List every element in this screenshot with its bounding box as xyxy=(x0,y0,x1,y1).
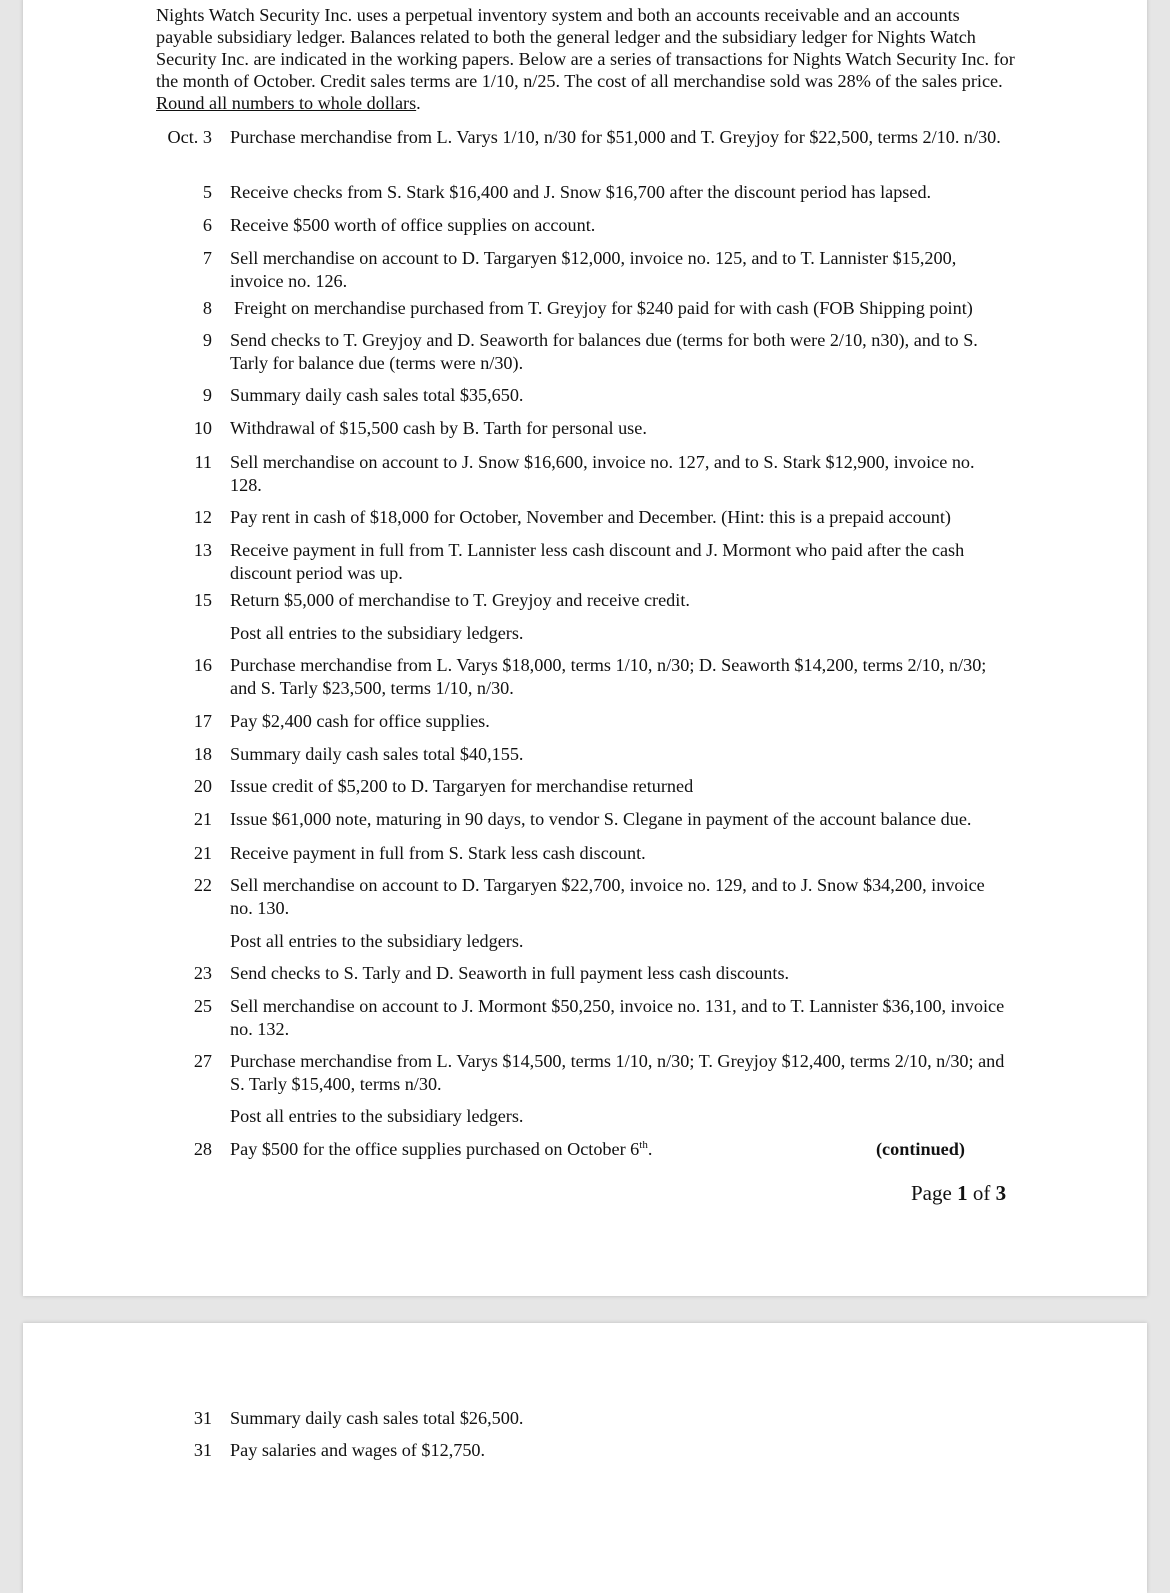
intro-underlined-instruction: Round all numbers to whole dollars xyxy=(156,93,417,113)
transaction-date: 21 xyxy=(193,809,212,829)
transaction-text: Post all entries to the subsidiary ledgers. xyxy=(230,1106,524,1126)
document-page-1 xyxy=(23,0,1147,1296)
transaction-date: 13 xyxy=(193,540,212,560)
transaction-text: Pay salaries and wages of $12,750. xyxy=(230,1440,486,1460)
transaction-text: Issue credit of $5,200 to D. Targaryen for merchandise returned xyxy=(230,776,694,796)
page-number-prefix: Page xyxy=(911,1181,958,1205)
transaction-text: Post all entries to the subsidiary ledgers. xyxy=(230,623,524,643)
transaction-text: Pay rent in cash of $18,000 for October, November and December. (Hint: this is a prepaid account) xyxy=(230,507,951,527)
transaction-text-main: Pay $500 for the office supplies purchased on October 6 xyxy=(230,1139,640,1159)
transaction-text: Purchase merchandise from L. Varys $14,500, terms 1/10, n/30; T. Greyjoy $12,400, terms 2/10, n/30; and S. Tarly $15,400, terms n/30. xyxy=(230,1051,1005,1094)
transaction-text: Send checks to S. Tarly and D. Seaworth in full payment less cash discounts. xyxy=(230,963,790,983)
transaction-text: Freight on merchandise purchased from T. Greyjoy for $240 paid for with cash (FOB Shipping point) xyxy=(234,298,973,318)
transaction-text: Purchase merchandise from L. Varys $18,000, terms 1/10, n/30; D. Seaworth $14,200, terms 2/10, n/30; and S. Tarly $23,500, terms 1/10, n/30. xyxy=(230,655,987,698)
transaction-text: Return $5,000 of merchandise to T. Greyjoy and receive credit. xyxy=(230,590,690,610)
transaction-text: Purchase merchandise from L. Varys 1/10, n/30 for $51,000 and T. Greyjoy for $22,500, terms 2/10. n/30. xyxy=(230,127,1001,147)
transaction-text: Sell merchandise on account to J. Mormont $50,250, invoice no. 131, and to T. Lannister $36,100, invoice no. 132. xyxy=(230,996,1005,1039)
transaction-date: 27 xyxy=(193,1051,212,1071)
transaction-date: 8 xyxy=(202,298,212,318)
problem-intro: Nights Watch Security Inc. uses a perpetual inventory system and both an accounts receivable and an accounts payable subsidiary ledger. Balances related to both the general ledger and the subsidiary ledger for Nights Watch Security Inc. are indicated in the working papers. Below are a series of transactions for Nights Watch Security Inc. for the month of October. Credit sales terms are 1/10, n/25. The cost of all merchandise sold was 28% of the sales price. Round all numbers to whole dollars. xyxy=(156,5,1015,113)
transaction-date: 25 xyxy=(193,996,212,1016)
transaction-date: 5 xyxy=(202,182,212,202)
transaction-text-end: . xyxy=(647,1139,653,1159)
transaction-text: Sell merchandise on account to J. Snow $16,600, invoice no. 127, and to S. Stark $12,900, invoice no. 128. xyxy=(230,452,975,495)
page-number-current: 1 xyxy=(957,1181,968,1205)
transaction-date: 16 xyxy=(193,655,212,675)
transaction-date: 9 xyxy=(202,385,212,405)
page-number-total: 3 xyxy=(995,1181,1007,1205)
page-number xyxy=(911,1181,1006,1206)
transaction-date: 20 xyxy=(193,776,212,796)
transaction-text: Receive payment in full from S. Stark less cash discount. xyxy=(230,843,646,863)
ordinal-suffix: th xyxy=(639,1138,648,1151)
intro-text: Nights Watch Security Inc. uses a perpetual inventory system and both an accounts receivable and an accounts payable subsidiary ledger. Balances related to both the general ledger and the subsidiary ledger for Nights Watch Security Inc. are indicated in the working papers. Below are a series of transactions for Nights Watch Security Inc. for the month of October. Credit sales terms are 1/10, n/25. The cost of all merchandise sold was 28% of the sales price. xyxy=(156,5,1015,91)
transaction-text: Sell merchandise on account to D. Targaryen $22,700, invoice no. 129, and to J. Snow $34,200, invoice no. 130. xyxy=(230,875,985,918)
transaction-text: Summary daily cash sales total $26,500. xyxy=(230,1408,524,1428)
transaction-text: Post all entries to the subsidiary ledgers. xyxy=(230,931,524,951)
transaction-text: Issue $61,000 note, maturing in 90 days, to vendor S. Clegane in payment of the account balance due. xyxy=(230,809,972,829)
transaction-date: 15 xyxy=(193,590,212,610)
transaction-date: 21 xyxy=(193,843,212,863)
transaction-text: Sell merchandise on account to D. Targaryen $12,000, invoice no. 125, and to T. Lannister $15,200, invoice no. 126. xyxy=(230,248,957,291)
transaction-date: 31 xyxy=(193,1440,212,1460)
transaction-date: 12 xyxy=(193,507,212,527)
transaction-text: Summary daily cash sales total $35,650. xyxy=(230,385,524,405)
transaction-text: Send checks to T. Greyjoy and D. Seaworth for balances due (terms for both were 2/10, n30), and to S. Tarly for balance due (terms were n/30). xyxy=(230,330,978,373)
transaction-date: 6 xyxy=(202,215,212,235)
document-page-2 xyxy=(23,1323,1147,1593)
transaction-date: 7 xyxy=(202,248,212,268)
transaction-date: 22 xyxy=(193,875,212,895)
transaction-date: 10 xyxy=(193,418,212,438)
transaction-date: 9 xyxy=(202,330,212,350)
continued-label: (continued) xyxy=(876,1139,965,1159)
transaction-date: 28 xyxy=(193,1139,212,1159)
transaction-text: Receive $500 worth of office supplies on account. xyxy=(230,215,596,235)
transaction-text: Receive payment in full from T. Lannister less cash discount and J. Mormont who paid after the cash discount period was up. xyxy=(230,540,965,583)
transaction-text: Pay $2,400 cash for office supplies. xyxy=(230,711,490,731)
transaction-date: 31 xyxy=(193,1408,212,1428)
page-number-middle: of xyxy=(967,1181,996,1205)
transaction-date: 11 xyxy=(194,452,212,472)
transaction-date: 18 xyxy=(193,744,212,764)
transaction-date: Oct. 3 xyxy=(167,127,212,147)
transaction-date: 17 xyxy=(193,711,212,731)
transaction-text: Receive checks from S. Stark $16,400 and J. Snow $16,700 after the discount period has lapsed. xyxy=(230,182,932,202)
transaction-text: Summary daily cash sales total $40,155. xyxy=(230,744,524,764)
transaction-date: 23 xyxy=(193,963,212,983)
transaction-text: Withdrawal of $15,500 cash by B. Tarth for personal use. xyxy=(230,418,647,438)
